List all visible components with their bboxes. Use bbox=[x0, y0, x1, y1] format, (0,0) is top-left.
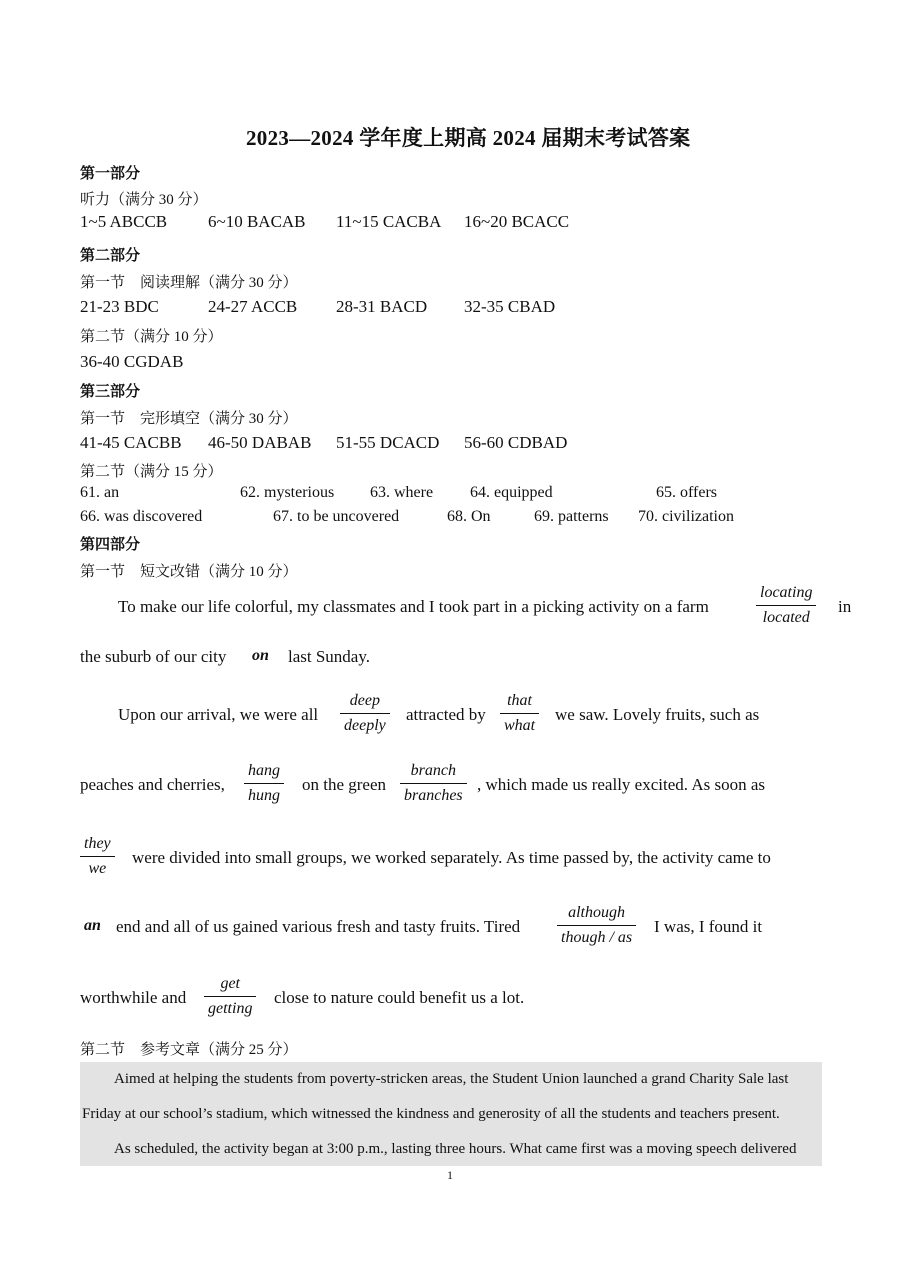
correction-fraction bbox=[340, 693, 390, 734]
answer-group: 28-31 BACD bbox=[336, 297, 428, 316]
correction-fraction bbox=[80, 836, 115, 877]
answer-group: 41-45 CACBB bbox=[80, 433, 182, 452]
correction-text: the suburb of our city bbox=[80, 647, 227, 666]
answer-group: 11~15 CACBA bbox=[336, 212, 442, 231]
correction-text: were divided into small groups, we worked separately. As time passed by, the activity came to bbox=[132, 848, 771, 867]
correction-text: close to nature could benefit us a lot. bbox=[274, 988, 525, 1007]
correction-fraction bbox=[500, 693, 539, 734]
wrong-word: hang bbox=[248, 762, 280, 779]
essay-line: As scheduled, the activity began at 3:00 p.m., lasting three hours. What came first was a moving speech delivered bbox=[114, 1141, 797, 1157]
cloze-section-label: 第一节 完形填空（满分 30 分） bbox=[80, 411, 298, 427]
answer-group: 32-35 CBAD bbox=[464, 297, 556, 316]
correction-text: we saw. Lovely fruits, such as bbox=[555, 705, 760, 724]
correction-text: Upon our arrival, we were all bbox=[118, 705, 319, 724]
correction-text: peaches and cherries, bbox=[80, 775, 225, 794]
corrected-word: located bbox=[762, 609, 810, 626]
answer-group: 51-55 DCACD bbox=[336, 433, 440, 452]
grammar-answer: 68. On bbox=[447, 508, 491, 525]
grammar-answer: 61. an bbox=[80, 484, 120, 501]
inserted-word: an bbox=[84, 917, 101, 934]
grammar-fill-section-label: 第二节（满分 15 分） bbox=[80, 464, 223, 480]
correction-text: worthwhile and bbox=[80, 988, 187, 1007]
correction-text: attracted by bbox=[406, 705, 486, 724]
corrected-word: though / as bbox=[561, 929, 633, 946]
wrong-word: they bbox=[84, 835, 111, 852]
answer-group: 46-50 DABAB bbox=[208, 433, 312, 452]
grammar-answer: 62. mysterious bbox=[240, 484, 335, 501]
corrected-word: deeply bbox=[344, 717, 386, 734]
correction-fraction bbox=[400, 763, 467, 804]
part4-heading: 第四部分 bbox=[80, 537, 141, 553]
reading-section-label: 第一节 阅读理解（满分 30 分） bbox=[80, 275, 298, 291]
answer-group: 56-60 CDBAD bbox=[464, 433, 568, 452]
wrong-word: locating bbox=[760, 584, 813, 601]
correction-fraction bbox=[756, 585, 816, 626]
answer-group: 24-27 ACCB bbox=[208, 297, 298, 316]
part3-heading: 第三部分 bbox=[80, 384, 141, 400]
wrong-word: that bbox=[507, 692, 532, 709]
correction-fraction bbox=[244, 763, 284, 804]
corrected-word: hung bbox=[248, 787, 280, 804]
grammar-answer: 65. offers bbox=[656, 484, 718, 501]
correction-text: in bbox=[838, 597, 852, 616]
writing-section-label: 第二节 参考文章（满分 25 分） bbox=[80, 1042, 298, 1058]
error-correction-section-label: 第一节 短文改错（满分 10 分） bbox=[80, 564, 298, 580]
page-title: 2023—2024 学年度上期高 2024 届期末考试答案 bbox=[246, 126, 691, 150]
essay-line: Friday at our school’s stadium, which witnessed the kindness and generosity of all the students and teachers present. bbox=[82, 1106, 780, 1122]
wrong-word: branch bbox=[410, 762, 456, 779]
corrected-word: we bbox=[88, 860, 107, 877]
correction-text: end and all of us gained various fresh and tasty fruits. Tired bbox=[116, 917, 521, 936]
correction-fraction bbox=[557, 905, 636, 946]
correction-text: To make our life colorful, my classmates and I took part in a picking activity on a farm bbox=[118, 597, 709, 616]
grammar-answer: 67. to be uncovered bbox=[273, 508, 400, 525]
page-number: 1 bbox=[447, 1168, 453, 1182]
answer-group: 1~5 ABCCB bbox=[80, 212, 168, 231]
grammar-answer: 64. equipped bbox=[470, 484, 553, 501]
grammar-answer: 70. civilization bbox=[638, 508, 734, 525]
grammar-answer: 66. was discovered bbox=[80, 508, 203, 525]
correction-fraction bbox=[204, 976, 256, 1017]
answer-group: 36-40 CGDAB bbox=[80, 352, 184, 371]
inserted-word: on bbox=[252, 647, 269, 664]
corrected-word: getting bbox=[208, 1000, 253, 1017]
wrong-word: although bbox=[568, 904, 625, 921]
part2-heading: 第二部分 bbox=[80, 248, 141, 264]
corrected-word: what bbox=[504, 717, 536, 734]
corrected-word: branches bbox=[404, 787, 463, 804]
wrong-word: deep bbox=[349, 692, 380, 709]
essay-line: Aimed at helping the students from poverty-stricken areas, the Student Union launched a grand Charity Sale last bbox=[114, 1071, 789, 1087]
wrong-word: get bbox=[220, 975, 240, 992]
grammar-answer: 63. where bbox=[370, 484, 434, 501]
answer-group: 21-23 BDC bbox=[80, 297, 159, 316]
grammar-answer: 69. patterns bbox=[534, 508, 609, 525]
part1-heading: 第一部分 bbox=[80, 166, 141, 182]
correction-text: I was, I found it bbox=[654, 917, 763, 936]
reference-essay bbox=[80, 1062, 822, 1166]
seven-choice-section-label: 第二节（满分 10 分） bbox=[80, 329, 223, 345]
listening-section-label: 听力（满分 30 分） bbox=[80, 192, 208, 208]
correction-text: on the green bbox=[302, 775, 387, 794]
correction-text: last Sunday. bbox=[288, 647, 371, 666]
answer-group: 16~20 BCACC bbox=[464, 212, 570, 231]
answer-group: 6~10 BACAB bbox=[208, 212, 306, 231]
correction-text: , which made us really excited. As soon as bbox=[477, 775, 765, 794]
